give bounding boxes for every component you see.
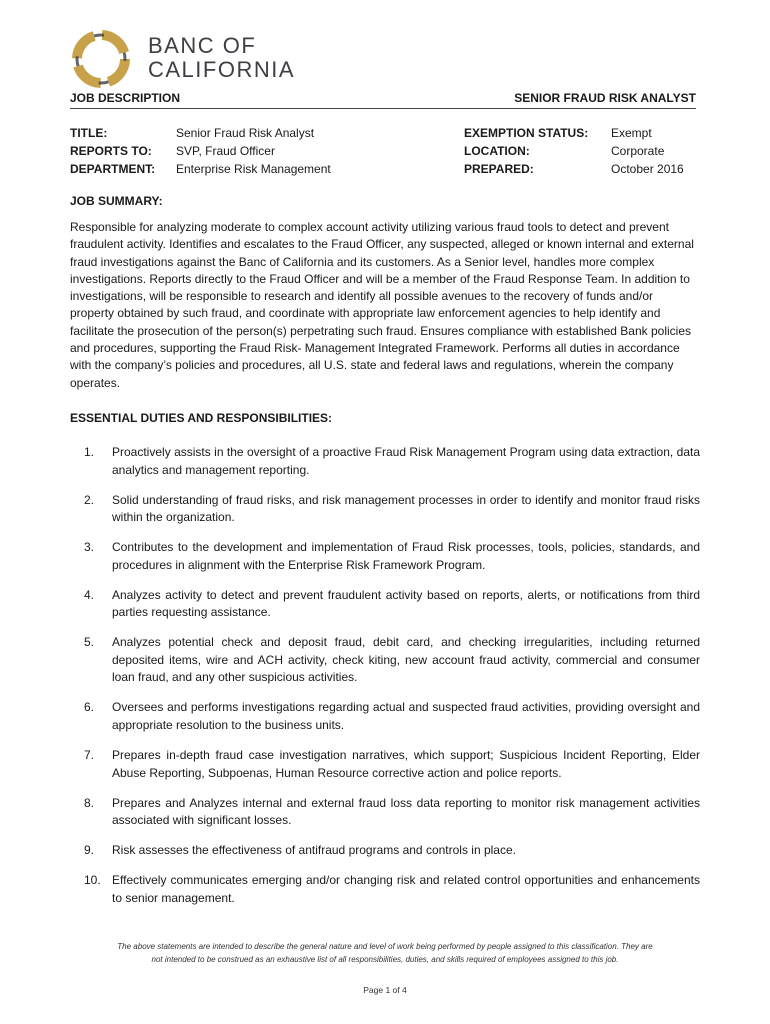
list-item [70, 444, 700, 479]
disclaimer [60, 940, 710, 966]
item-number: 4. [84, 587, 95, 602]
list-item [70, 492, 700, 527]
duties-list [70, 444, 700, 920]
item-number: 9. [84, 843, 95, 858]
item-number: 8. [84, 795, 95, 810]
header-job-title: SENIOR FRAUD RISK ANALYST [514, 91, 696, 105]
info-left [70, 124, 400, 178]
info-label: EXEMPTION STATUS: [464, 126, 589, 140]
item-text: Oversees and performs investigations regarding actual and suspected fraud activities, providing oversight and appropriate resolution to the business units. [112, 700, 700, 732]
info-label: LOCATION: [464, 144, 530, 158]
header-left-label: JOB DESCRIPTION [70, 91, 181, 105]
page-number: Page 1 of 4 [363, 985, 407, 995]
item-text: Risk assesses the effectiveness of antifraud programs and controls in place. [112, 843, 516, 858]
job-summary-heading: JOB SUMMARY: [70, 194, 163, 208]
disclaimer-line-1: The above statements are intended to describe the general nature and level of work being performed by people assigned to this classification. They are [117, 942, 653, 951]
list-item [70, 634, 700, 687]
info-label: REPORTS TO: [70, 144, 152, 158]
item-text: Proactively assists in the oversight of a proactive Fraud Risk Management Program using data extraction, data analytics and management reporting. [112, 445, 700, 477]
item-text: Prepares in-depth fraud case investigation narratives, which support; Suspicious Incident Reporting, Elder Abuse Reporting, Subpoenas, Human Resource corrective action and police reports. [112, 748, 700, 780]
info-label: DEPARTMENT: [70, 162, 156, 176]
info-value: Enterprise Risk Management [176, 162, 331, 176]
list-item [70, 747, 700, 782]
company-logo [70, 28, 310, 88]
item-number: 10. [84, 873, 101, 888]
info-row-exemption [464, 124, 696, 142]
info-value: Senior Fraud Risk Analyst [176, 126, 315, 140]
item-number: 5. [84, 635, 95, 650]
job-summary-text: Responsible for analyzing moderate to complex account activity utilizing various fraud tools to detect and prevent fraudulent activity. Identifies and escalates to the Fraud Officer, any suspected, alleged or known internal and external fraud investigations against the Banc of California and its customers. As a Senior level, handles more complex investigations. Reports directly to the Fraud Officer and will be a member of the Fraud Response Team. In addition to investigations, will be responsible to research and identify all possible avenues to the recovery of funds and/or property obtained by such fraud, and coordinate with appropriate law enforcement agencies to help identify and facilitate the prosecution of the person(s) perpetrating such fraud. Ensures compliance with established Bank policies and procedures, supporting the Fraud Risk- Management Integrated Framework. Performs all duties in accordance with the company’s policies and procedures, all U.S. state and federal laws and regulations, wherein the company operates. [70, 220, 694, 390]
info-row-reports-to [70, 142, 400, 160]
list-item [70, 795, 700, 830]
item-text: Contributes to the development and implementation of Fraud Risk processes, tools, policies, standards, and procedures in alignment with the Enterprise Risk Framework Program. [112, 540, 700, 572]
info-value: Corporate [611, 144, 665, 158]
duties-heading: ESSENTIAL DUTIES AND RESPONSIBILITIES: [70, 411, 333, 425]
item-text: Solid understanding of fraud risks, and risk management processes in order to identify and monitor fraud risks within the organization. [112, 492, 700, 525]
list-item [70, 872, 700, 907]
logo-line-2: CALIFORNIA [148, 57, 296, 82]
logo-wordmark [148, 34, 295, 82]
item-text: Prepares and Analyzes internal and external fraud loss data reporting to monitor risk management activities associated with significant losses. [112, 795, 700, 828]
info-label: TITLE: [70, 126, 108, 140]
item-number: 3. [84, 540, 95, 555]
info-right [464, 124, 696, 178]
info-row-prepared [464, 160, 696, 178]
item-text: Effectively communicates emerging and/or changing risk and related control opportunities and enhancements to senior management. [112, 873, 700, 905]
item-text: Analyzes activity to detect and prevent fraudulent activity based on reports, alerts, or notifications from third parties requesting assistance. [112, 587, 700, 620]
disclaimer-line-2: not intended to be construed as an exhaustive list of all responsibilities, duties, and skills required of employees assigned to this job. [151, 955, 619, 964]
info-value: Exempt [611, 126, 652, 140]
info-row-department [70, 160, 400, 178]
list-item [70, 587, 700, 622]
item-number: 7. [84, 748, 95, 763]
info-row-location [464, 142, 696, 160]
list-item [70, 842, 700, 860]
info-label: PREPARED: [464, 162, 534, 176]
item-text: Analyzes potential check and deposit fraud, debit card, and checking irregularities, including returned deposited items, wire and ACH activity, check kiting, new account fraud activity, commercial and consumer loan fraud, and any other suspicious activities. [112, 635, 700, 685]
ring-logo-icon [70, 28, 136, 90]
info-value: October 2016 [611, 162, 684, 176]
logo-line-1: BANC OF [148, 33, 257, 58]
list-item [70, 539, 700, 574]
info-value: SVP, Fraud Officer [176, 144, 275, 158]
list-item [70, 699, 700, 734]
document-header [70, 90, 696, 109]
item-number: 2. [84, 492, 95, 507]
item-number: 6. [84, 700, 95, 715]
info-row-title [70, 124, 400, 142]
item-number: 1. [84, 445, 95, 459]
